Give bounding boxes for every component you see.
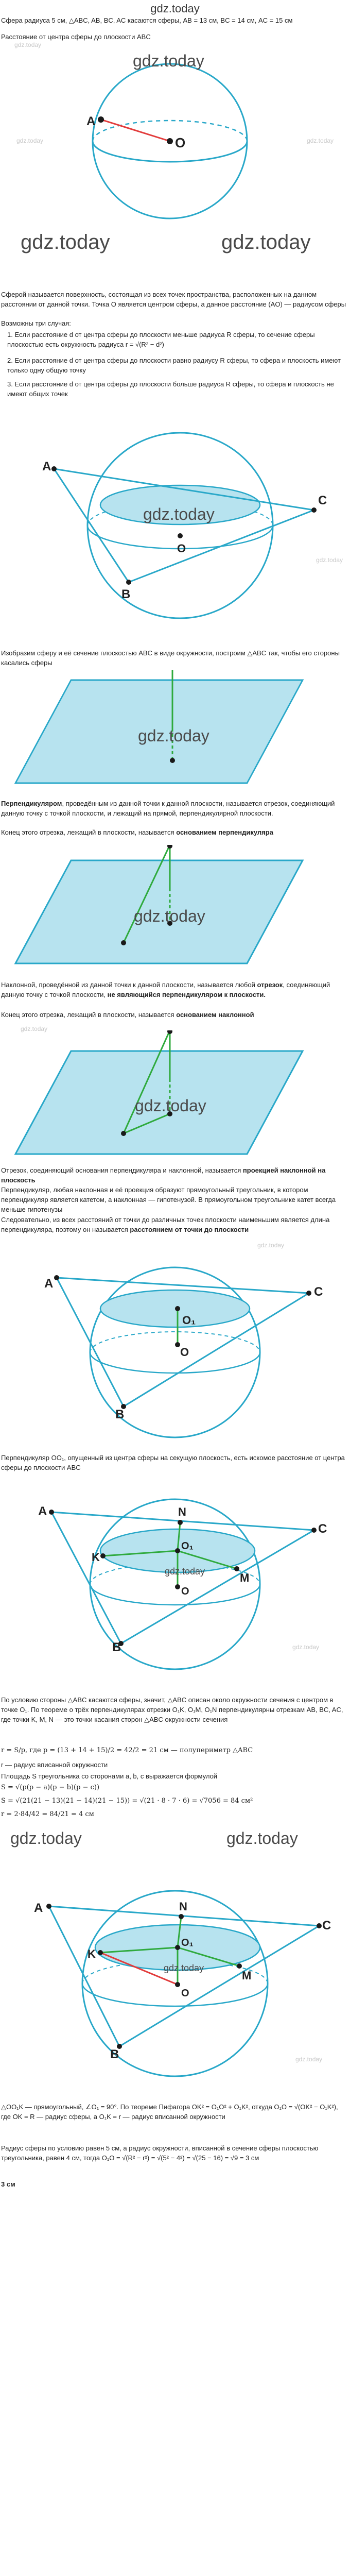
watermark: gdz.today (10, 1829, 82, 1848)
watermark: gdz.today (133, 52, 204, 70)
point-o-label: O (177, 542, 186, 555)
watermark: gdz.today (221, 231, 311, 253)
inclined-base-definition (1, 1010, 349, 1020)
point-m-label: M (240, 1571, 250, 1584)
term-projection: проекцией наклонной на плоскость (1, 1166, 326, 1184)
solution-step-2: r = S/p, где p = (13 + 14 + 15)/2 = 42/2 = 21 см — полупериметр △ABC (1, 1747, 253, 1754)
watermark: gdz.today (135, 1096, 206, 1115)
point-c-label: C (318, 494, 327, 507)
watermark: gdz.today (226, 1829, 298, 1848)
watermark: gdz.today (165, 1566, 205, 1577)
sphere-o1-figure (0, 1242, 350, 1448)
point-a-label: A (86, 114, 96, 128)
point-c-label: C (314, 1285, 323, 1299)
point-n-label: N (179, 1900, 187, 1913)
watermark: gdz.today (143, 505, 215, 523)
watermark: gdz.today (134, 907, 205, 925)
term-base: основанием перпендикуляра (176, 828, 273, 836)
final-figure (0, 1865, 350, 2087)
point-o-label: O (180, 1346, 189, 1359)
point-m-label: M (242, 1969, 252, 1982)
point-k-label: K (92, 1551, 100, 1564)
point-a-label: A (42, 460, 51, 473)
watermark: gdz.today (307, 137, 334, 144)
solution-step-1: По условию стороны △ABC касаются сферы, значит, △ABC описан около окружности сечения с центром в точке O₁. По теореме о трёх перпендикулярах отрезки O₁K, O₁M, O₁N перпендикулярны отрезкам AB, BC, AC, где точки K, M, N — это точки касания сторон △ABC окружности сечения (1, 1696, 343, 1723)
point-b-label: B (115, 1408, 125, 1421)
term-perpendicular: Перпендикуляром (1, 800, 62, 807)
definition-text: , соединяющий данную точку с точкой плоскости, (1, 981, 330, 998)
solution-step-7: r = 2·84/42 = 84/21 = 4 см (1, 1810, 94, 1818)
final-step-1: △OO₁K — прямоугольный, ∠O₁ = 90°. По теореме Пифагора OK² = O₁O² + O₁K², откуда O₁O = √(OK² − O₁K²), где OK = R — радиус сферы, а O₁K = r — радиус вписанной окружности (1, 2103, 338, 2121)
final-step-2: Радиус сферы по условию равен 5 см, а радиус окружности, вписанной в сечение сферы плоскостью треугольника, равен 4 см, тогда O₁O = √(R² − r²) = √(5² − 4²) = √(25 − 16) = √9 = 3 см (1, 2144, 319, 2162)
point-o-label: O (181, 1988, 189, 1999)
point-b-label: B (112, 1640, 121, 1654)
case-2: 2. Если расстояние d от центра сферы до плоскости равно радиусу R сферы, то сфера и плоскость имеют только одну общую точку (7, 357, 341, 374)
cases-intro: Возможны три случая: (1, 319, 71, 327)
point-n-label: N (178, 1505, 186, 1518)
watermark: gdz.today (164, 1963, 204, 1973)
point-a-label: A (34, 1901, 43, 1915)
distance-definition (1, 1215, 349, 1234)
point-o1-label: O₁ (181, 1540, 194, 1552)
point-c-label: C (322, 1919, 331, 1933)
solution-step-4: Площадь S треугольника со сторонами a, b, c выражается формулой (1, 1772, 218, 1780)
perpendicular-definition (1, 799, 349, 818)
definition-text: , проведённым из данной точки к данной плоскости, называется отрезок, соединяющий данную точку с точкой плоскости, и лежащий на прямой, перпендикулярной плоскости. (1, 800, 335, 817)
question-text: Расстояние от центра сферы до плоскости ABC (1, 33, 151, 41)
definition-text: Отрезок, соединяющий основания перпендикуляра и наклонной, называется (1, 1166, 243, 1174)
point-a-label: A (44, 1277, 54, 1291)
watermark: gdz.today (316, 556, 343, 564)
term-distance: расстоянием от точки до плоскости (130, 1226, 249, 1233)
case-3: 3. Если расстояние d от центра сферы до плоскости больше радиуса R сферы, то сфера и плоскость не имеют общих точек (7, 380, 334, 398)
point-b-label: B (110, 2047, 119, 2061)
point-k-label: K (87, 1947, 96, 1960)
definition-text: Наклонной, проведённой из данной точки к данной плоскости, называется любой (1, 981, 255, 989)
site-title[interactable]: gdz.today (150, 2, 200, 15)
answer: 3 см (1, 2180, 15, 2188)
point-b-label: B (121, 587, 131, 601)
watermark: gdz.today (14, 41, 42, 48)
definition-text: Конец этого отрезка, лежащий в плоскости, называется (1, 1011, 177, 1019)
term-not-perpendicular: не являющийся перпендикуляром к плоскости. (107, 991, 266, 998)
point-a-label: A (38, 1504, 47, 1518)
point-o-label: O (181, 1586, 189, 1597)
watermark: gdz.today (292, 1643, 320, 1651)
inclined-definition (1, 980, 349, 999)
oo1-text: Перпендикуляр OO₁, опущенный из центра сферы на секущую плоскость, есть искомое расстояние от центра сферы до плоскости ABC (1, 1454, 345, 1471)
term-base-inclined: основанием наклонной (176, 1011, 254, 1019)
sphere-definition: Сферой называется поверхность, состоящая из всех точек пространства, расположенных на данном расстоянии от данной точки. Точка O является центром сферы, а данное расстояние (AO) — радиусом сферы (1, 291, 346, 308)
watermark: gdz.today (295, 2056, 323, 2063)
watermark: gdz.today (16, 137, 44, 144)
right-triangle-note: Перпендикуляр, любая наклонная и её проекция образуют прямоугольный треугольник, в котором перпендикуляр является катетом, а наклонная — гипотенузой. В прямоугольном треугольнике катет всегда меньше гипотенузы (1, 1186, 336, 1213)
given-text: Сфера радиуса 5 см, △ABC, AB, BC, AC касаются сферы, AB = 13 см, BC = 14 см, AC = 15 см (1, 16, 293, 24)
point-c-label: C (318, 1522, 327, 1536)
sphere-radius-figure (0, 43, 350, 260)
watermark: gdz.today (21, 1025, 48, 1032)
solution-step-6: S = √(21(21 − 13)(21 − 14)(21 − 15)) = √(21 · 8 · 7 · 6) = √7056 = 84 см² (1, 1797, 253, 1805)
point-o1-label: O₁ (182, 1314, 196, 1327)
watermark: gdz.today (138, 726, 209, 745)
point-o1-label: O₁ (181, 1937, 194, 1948)
watermark: gdz.today (257, 1242, 285, 1249)
case-1: 1. Если расстояние d от центра сферы до плоскости меньше радиуса R сферы, то сечение сферы плоскостью есть окружность радиуса r = √(R² − d²) (7, 331, 315, 348)
definition-text: Конец этого отрезка, лежащий в плоскости, называется (1, 828, 177, 836)
solution-step-5: S = √(p(p − a)(p − b)(p − c)) (1, 1784, 100, 1791)
solution-step-3: r — радиус вписанной окружности (1, 1761, 108, 1769)
watermark: gdz.today (21, 231, 110, 253)
perpendicular-base-definition (1, 827, 349, 837)
point-o-label: O (175, 135, 186, 150)
definition-text: Следовательно, из всех расстояний от точки до различных точек плоскости наименьшим является длина перпендикуляра, поэтому он называется (1, 1216, 330, 1233)
projection-definition (1, 1165, 349, 1185)
figure-caption: Изобразим сферу и её сечение плоскостью ABC в виде окружности, построим △ABC так, чтобы его стороны касались сферы (1, 649, 340, 667)
term-segment: отрезок (257, 981, 283, 989)
